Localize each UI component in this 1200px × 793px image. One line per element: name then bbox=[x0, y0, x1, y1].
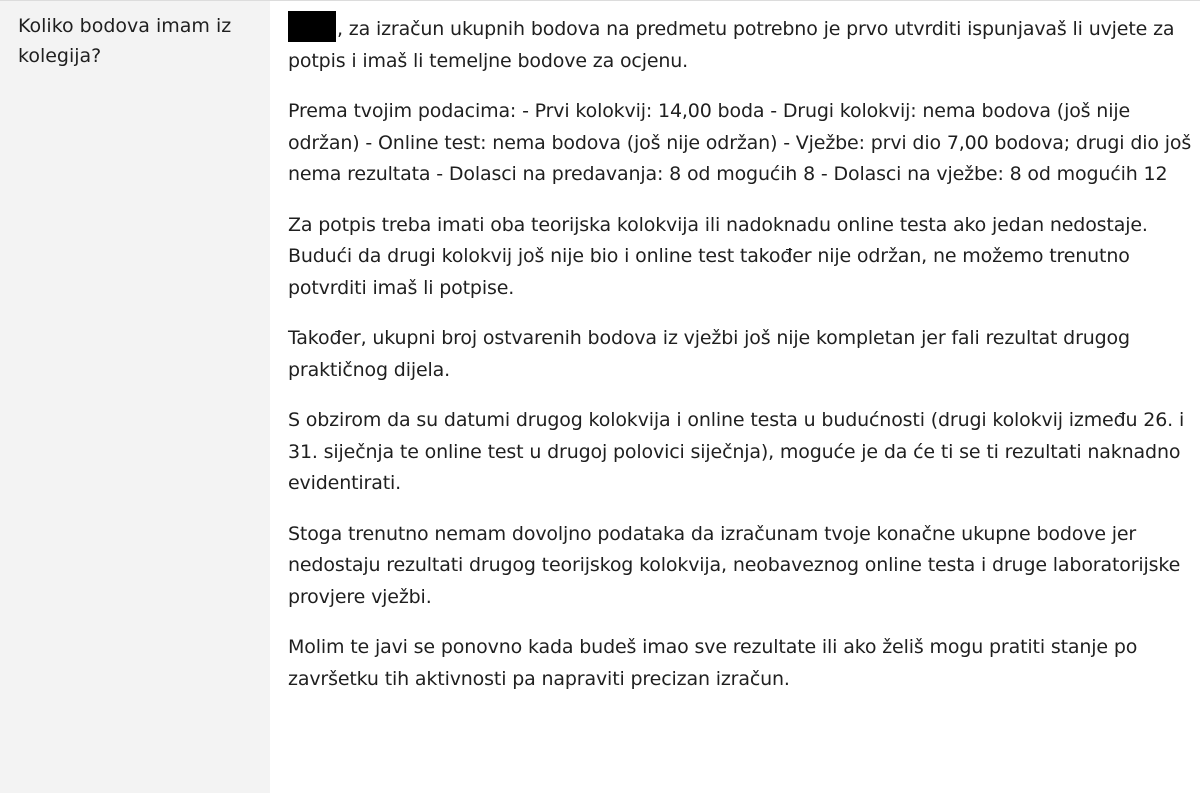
redacted-name-block bbox=[288, 11, 336, 42]
answer-paragraph-dates: S obzirom da su datumi drugog kolokvija i online testa u budućnosti (drugi kolokvij između 26. i 31. siječnja te online test u drugoj polovici siječnja), moguće je da će ti se ti rezultati naknadno evidentirati. bbox=[288, 409, 1185, 494]
answer-paragraph-exercises: Također, ukupni broj ostvarenih bodova iz vježbi još nije kompletan jer fali rezultat drugog praktičnog dijela. bbox=[288, 327, 1130, 381]
answer-cell bbox=[270, 1, 1200, 793]
answer-paragraph-data: Prema tvojim podacima: - Prvi kolokvij: 14,00 boda - Drugi kolokvij: nema bodova (još nije održan) - Online test: nema bodova (još nije održan) - Vježbe: prvi dio 7,00 bodova; drugi dio još nema rezultata - Dolasci na predavanja: 8 od mogućih 8 - Dolasci na vježbe: 8 od mogućih 12 bbox=[288, 100, 1192, 185]
answer-intro-paragraph bbox=[288, 11, 1196, 77]
question-text: Koliko bodova imam iz kolegija? bbox=[18, 15, 232, 67]
answer-paragraph-signature: Za potpis treba imati oba teorijska kolokvija ili nadoknadu online testa ako jedan nedostaje. Budući da drugi kolokvij još nije bio i online test također nije održan, ne možemo trenutno potvrditi imaš li potpise. bbox=[288, 213, 1148, 299]
answer-paragraph-conclusion: Stoga trenutno nemam dovoljno podataka da izračunam tvoje konačne ukupne bodove jer nedostaju rezultati drugog teorijskog kolokvija, neobaveznog online testa i druge laboratorijske provjere vježbi. bbox=[288, 522, 1181, 608]
question-cell bbox=[0, 1, 270, 793]
answer-paragraph-closing: Molim te javi se ponovno kada budeš imao sve rezultate ili ako želiš mogu pratiti stanje po završetku tih aktivnosti pa napraviti precizan izračun. bbox=[288, 636, 1138, 690]
answer-intro-text: , za izračun ukupnih bodova na predmetu potrebno je prvo utvrditi ispunjavaš li uvjete za potpis i imaš li temeljne bodove za ocjenu. bbox=[288, 18, 1175, 72]
